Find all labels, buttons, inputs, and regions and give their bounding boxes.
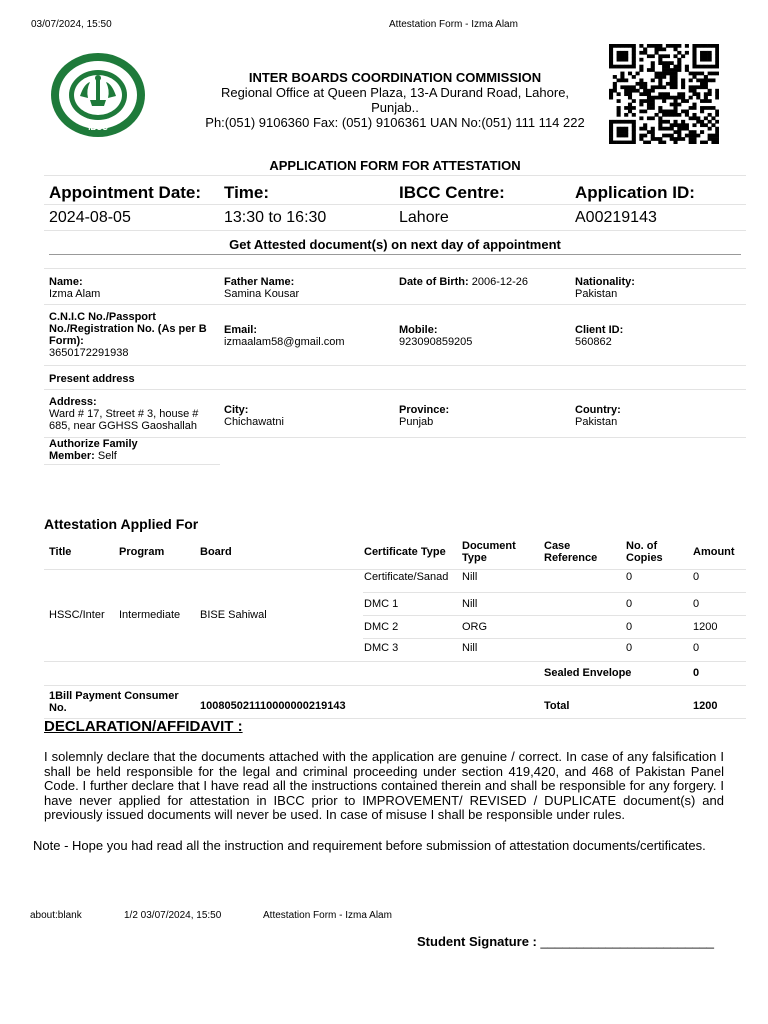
name-value: Izma Alam: [49, 288, 101, 300]
dob-field: [399, 276, 529, 288]
declaration-note: Note - Hope you had read all the instruction and requirement before submission of attestation documents/certificates.: [33, 838, 706, 853]
signature-line: ________________________: [540, 934, 715, 949]
footer-title: Attestation Form - Izma Alam: [263, 910, 392, 921]
doc-type: Nill: [461, 569, 543, 592]
attestation-heading: Attestation Applied For: [44, 516, 199, 532]
application-id: A00219143: [575, 209, 657, 226]
cert-type: DMC 3: [363, 638, 461, 661]
declaration-text: I solemnly declare that the documents attached with the application are genuine / correct. In case of any falsification I shall be held responsible for the legal and criminal proceeding under section 419,420, and 468 of Pakistan Panel Code. I further declare that I have read all the instructions contained therein and shall be responsible for any forgery. I have never applied for attestation in IBCC prior to IMPROVEMENT/ REVISED / DUPLICATE document(s) and previously issued documents will never be used. In case of misuse I shall be responsible under rules.: [44, 749, 724, 823]
signature-label: Student Signature :: [417, 934, 537, 949]
email-label: Email:: [224, 324, 258, 336]
col-board: Board: [200, 546, 232, 559]
col-case-reference: Case Reference: [544, 540, 598, 565]
qr-code: [609, 44, 719, 144]
row-board: BISE Sahiwal: [199, 569, 363, 661]
nationality-label: Nationality:: [575, 276, 635, 288]
city-label: City:: [224, 404, 249, 416]
print-datetime: 03/07/2024, 15:50: [31, 19, 112, 30]
province-field: [399, 404, 564, 428]
org-name: INTER BOARDS COORDINATION COMMISSION: [248, 70, 542, 85]
nationality-value: Pakistan: [575, 288, 618, 300]
name-label: Name:: [49, 276, 83, 288]
cert-type: Certificate/Sanad: [363, 569, 461, 592]
appointment-date: 2024-08-05: [49, 209, 131, 226]
bill-number: 100805021110000000219143: [200, 699, 346, 712]
email-value: izmaalam58@gmail.com: [224, 336, 345, 348]
print-title: Attestation Form - Izma Alam: [389, 19, 518, 30]
family-member-label: Authorize Family Member:: [49, 438, 138, 462]
form-title: APPLICATION FORM FOR ATTESTATION: [269, 158, 521, 173]
country-value: Pakistan: [575, 416, 618, 428]
row-title: HSSC/Inter: [44, 569, 118, 661]
org-address: Regional Office at Queen Plaza, 13-A Durand Road, Lahore, Punjab..: [220, 85, 570, 115]
footer-url: about:blank: [30, 910, 82, 921]
address-label: Address:: [49, 396, 97, 408]
attestation-table: [44, 536, 746, 719]
copies: 0: [625, 638, 692, 661]
name-field: [49, 276, 214, 300]
col-program: Program: [119, 546, 165, 559]
cnic-field: [49, 311, 214, 359]
mobile-field: [399, 324, 564, 348]
dob-label: Date of Birth:: [399, 276, 469, 288]
application-id-label: Application ID:: [575, 183, 695, 202]
present-address-heading: Present address: [49, 373, 135, 385]
province-label: Province:: [399, 404, 450, 416]
total-value: 1200: [693, 699, 718, 712]
cnic-value: 3650172291938: [49, 347, 129, 359]
cert-type: DMC 1: [363, 592, 461, 615]
father-field: [224, 276, 389, 300]
mobile-value: 923090859205: [399, 336, 473, 348]
family-member-field: [49, 438, 169, 462]
country-field: [575, 404, 740, 428]
col-title: Title: [49, 546, 72, 559]
address-field: [49, 396, 214, 432]
country-label: Country:: [575, 404, 621, 416]
student-signature: [417, 934, 714, 949]
city-value: Chichawatni: [224, 416, 284, 428]
bill-label: 1Bill Payment Consumer No.: [49, 689, 179, 714]
amount: 1200: [692, 615, 746, 638]
client-id-label: Client ID:: [575, 324, 624, 336]
col-copies: No. of Copies: [626, 540, 663, 565]
ibcc-seal-logo: [50, 52, 146, 138]
client-id-field: [575, 324, 740, 348]
father-value: Samina Kousar: [224, 288, 300, 300]
mobile-label: Mobile:: [399, 324, 438, 336]
doc-type: Nill: [461, 592, 543, 615]
email-field: [224, 324, 389, 348]
amount: 0: [692, 569, 746, 592]
time-label: Time:: [224, 183, 270, 202]
org-contact: Ph:(051) 9106360 Fax: (051) 9106361 UAN No:(051) 111 114 222: [205, 115, 585, 130]
table-header-row: [44, 536, 746, 569]
doc-type: ORG: [461, 615, 543, 638]
father-label: Father Name:: [224, 276, 295, 288]
sealed-envelope-label: Sealed Envelope: [544, 667, 632, 679]
cert-type: DMC 2: [363, 615, 461, 638]
amount: 0: [692, 592, 746, 615]
cnic-label: C.N.I.C No./Passport No./Registration No. (As per B Form):: [49, 311, 207, 347]
province-value: Punjab: [399, 416, 434, 428]
sealed-envelope-row: [44, 661, 746, 685]
col-amount: Amount: [693, 546, 735, 559]
footer-page: 1/2 03/07/2024, 15:50: [124, 910, 222, 921]
declaration-heading: DECLARATION/AFFIDAVIT :: [44, 718, 243, 735]
table-row: [44, 569, 746, 592]
copies: 0: [625, 569, 692, 592]
appointment-time: 13:30 to 16:30: [224, 209, 327, 226]
city-field: [224, 404, 389, 428]
seal-abbr: IBCC: [88, 123, 108, 132]
doc-type: Nill: [461, 638, 543, 661]
org-header: [195, 70, 595, 130]
copies: 0: [625, 615, 692, 638]
amount: 0: [692, 638, 746, 661]
family-member-value: Self: [97, 450, 117, 462]
col-document-type: Document Type: [462, 540, 516, 565]
address-value: Ward # 17, Street # 3, house # 685, near GGHSS Gaoshallah: [49, 408, 199, 432]
nationality-field: [575, 276, 740, 300]
ibcc-centre: Lahore: [399, 209, 449, 226]
total-row: [44, 685, 746, 718]
row-program: Intermediate: [118, 569, 199, 661]
col-certificate-type: Certificate Type: [364, 546, 446, 559]
copies: 0: [625, 592, 692, 615]
ibcc-centre-label: IBCC Centre:: [399, 183, 505, 202]
dob-value: 2006-12-26: [471, 276, 529, 288]
sealed-envelope-value: 0: [693, 667, 700, 679]
client-id-value: 560862: [575, 336, 612, 348]
appointment-date-label: Appointment Date:: [49, 183, 202, 202]
total-label: Total: [544, 699, 570, 712]
appointment-notice: Get Attested document(s) on next day of appointment: [229, 237, 561, 252]
